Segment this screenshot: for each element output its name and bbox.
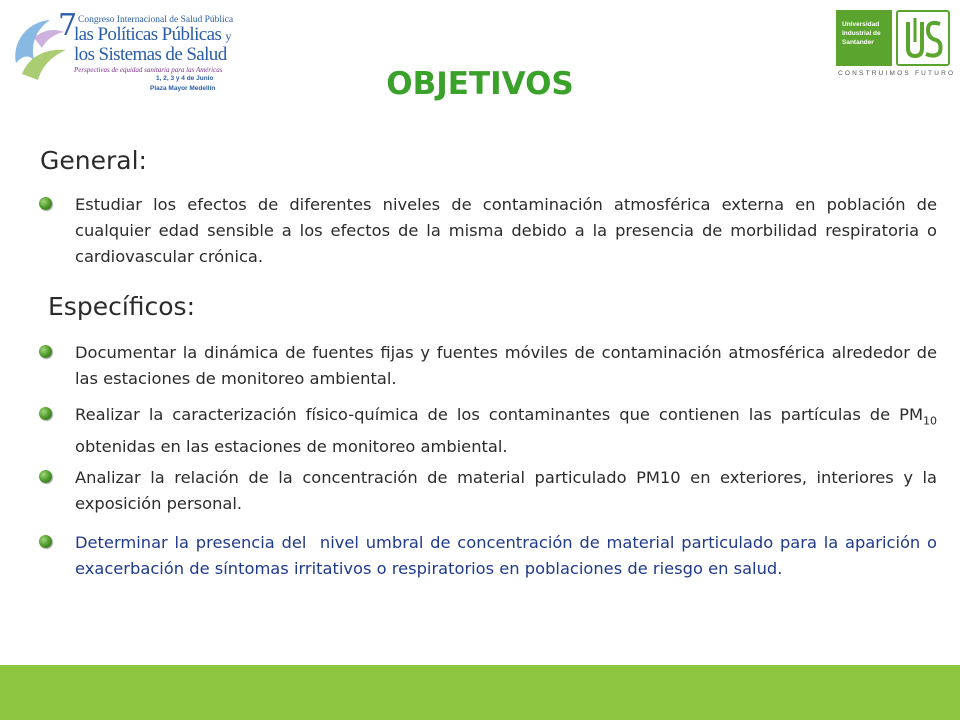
specific-objective-text-continued: obtenidas en las estaciones de monitoreo ambiental.	[75, 405, 948, 457]
slide-title: OBJETIVOS	[386, 66, 574, 102]
university-tagline: CONSTRUIMOS FUTURO	[838, 70, 956, 77]
university-name-line-3: Santander	[842, 39, 874, 46]
university-name-line-2: Industrial de	[842, 30, 881, 37]
university-name-box	[836, 10, 892, 66]
footer-bar	[0, 665, 960, 720]
green-bullet-icon	[39, 407, 52, 420]
pm-subscript: 10	[923, 414, 937, 428]
congress-name: Congreso Internacional de Salud Pública	[78, 15, 234, 25]
general-objective-item	[75, 192, 937, 270]
green-bullet-icon	[39, 535, 52, 548]
specific-objective-text: Determinar la presencia del nivel umbral de concentración de material particulado para la aparición o exacerbación de síntomas irritativos o respiratorios en poblaciones de riesgo en salud.	[75, 533, 943, 578]
congress-theme-line-2: los Sistemas de Salud	[74, 44, 227, 65]
university-emblem	[896, 10, 950, 66]
university-name-line-1: Universidad	[842, 21, 880, 28]
specific-objective-item	[75, 340, 937, 392]
general-objective-text: Estudiar los efectos de diferentes niveles de contaminación atmosférica externa en población de cualquier edad sensible a los efectos de la misma debido a la presencia de morbilidad respiratoria o cardiovascular crónica.	[75, 195, 937, 266]
congress-theme-line-1	[74, 25, 231, 46]
specific-objective-item	[75, 465, 937, 517]
specific-heading: Específicos:	[48, 292, 195, 321]
specific-objective-item	[75, 402, 948, 460]
specific-objective-text: Documentar la dinámica de fuentes fijas y fuentes móviles de contaminación atmosférica alrededor de las estaciones de monitoreo ambiental.	[75, 343, 937, 388]
green-bullet-icon	[39, 345, 52, 358]
green-bullet-icon	[39, 197, 52, 210]
specific-objective-text: Analizar la relación de la concentración de material particulado PM10 en exteriores, interiores y la exposición personal.	[75, 468, 937, 513]
congress-dates: 1, 2, 3 y 4 de Junio	[156, 75, 214, 82]
uis-monogram-icon	[898, 12, 948, 64]
edition-number: 7	[58, 8, 78, 43]
congress-subtitle: Perspectivas de equidad sanitaria para las Américas	[74, 66, 223, 74]
congress-theme-conjunction: y	[225, 29, 231, 43]
university-name	[842, 20, 888, 47]
congress-theme-line-1-text: las Políticas Públicas	[74, 24, 222, 45]
specific-objective-text: Realizar la caracterización físico-química de los contaminantes que contienen las partículas de PM	[75, 405, 923, 424]
specific-objective-item-highlighted	[75, 530, 943, 582]
green-bullet-icon	[39, 470, 52, 483]
congress-venue: Plaza Mayor Medellín	[150, 85, 216, 92]
general-heading: General:	[40, 146, 147, 175]
